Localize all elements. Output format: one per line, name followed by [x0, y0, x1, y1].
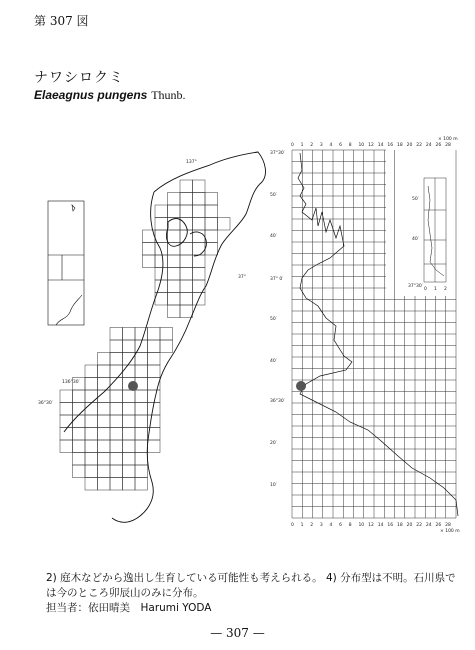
map-quadrat: [168, 193, 181, 206]
map-quadrat: [73, 403, 86, 416]
map-quadrat: [110, 403, 123, 416]
map-quadrat: [205, 218, 218, 231]
map-quadrat: [180, 293, 193, 306]
map-quadrat: [123, 353, 136, 366]
map-quadrat: [123, 390, 136, 403]
map-quadrat: [135, 390, 148, 403]
caption-notes: [46, 571, 466, 616]
map-quadrat: [205, 205, 218, 218]
map-quadrat: [123, 440, 136, 453]
figure-number: 第 307 図: [34, 14, 89, 28]
profile-top-tick: 26: [435, 143, 442, 148]
map-quadrat: [98, 465, 111, 478]
map-quadrat: [135, 415, 148, 428]
map-quadrat: [193, 218, 206, 231]
profile-bottom-tick: 4: [329, 523, 333, 528]
map-quadrat: [73, 465, 86, 478]
profile-left-tick: 50′: [270, 193, 277, 198]
profile-top-tick: 16: [387, 143, 394, 148]
map-quadrat: [193, 205, 206, 218]
map-quadrat: [135, 453, 148, 466]
map-quadrat: [148, 353, 161, 366]
profile-top-tick: 3: [319, 143, 323, 148]
profile-grid: [292, 150, 456, 518]
map-quadrat: [85, 390, 98, 403]
profile-bottom-tick: 1: [300, 523, 304, 528]
map-quadrat: [148, 415, 161, 428]
map-quadrat: [110, 465, 123, 478]
map-quadrat: [110, 328, 123, 341]
map-quadrat: [110, 415, 123, 428]
map-quadrat: [85, 465, 98, 478]
map-quadrat: [193, 243, 206, 256]
map-quadrat: [168, 205, 181, 218]
map-quadrat: [60, 415, 73, 428]
map-quadrat: [160, 340, 173, 353]
map-quadrat: [180, 193, 193, 206]
species-author: Thunb.: [151, 88, 186, 102]
map-quadrat: [85, 415, 98, 428]
profile-left-tick: 40′: [270, 234, 277, 239]
map-quadrat: [98, 415, 111, 428]
map-quadrat: [85, 378, 98, 391]
map-quadrat: [155, 280, 168, 293]
inset-profile: [424, 178, 446, 282]
map-quadrat: [143, 243, 156, 256]
map-quadrat: [85, 478, 98, 491]
map-quadrat: [148, 440, 161, 453]
profile-top-tick: 6: [339, 143, 343, 148]
map-quadrat: [60, 403, 73, 416]
map-quadrat: [73, 440, 86, 453]
map-label-lon-c: 36°30′: [38, 401, 53, 406]
map-quadrat: [123, 403, 136, 416]
map-quadrat: [123, 340, 136, 353]
inset-map-small: [48, 201, 84, 325]
map-quadrat: [98, 478, 111, 491]
profile-left-tick: 20′: [270, 441, 277, 446]
map-quadrat: [60, 390, 73, 403]
map-quadrat: [180, 255, 193, 268]
map-quadrat: [155, 255, 168, 268]
coastline: [64, 152, 265, 522]
map-quadrat: [135, 440, 148, 453]
map-quadrat: [135, 465, 148, 478]
map-quadrat: [155, 205, 168, 218]
map-quadrat: [148, 365, 161, 378]
map-quadrat: [135, 478, 148, 491]
profile-bottom-tick: 0: [291, 523, 294, 528]
profile-bottom-tick: 14: [377, 523, 384, 528]
occurrence-dot-profile: [296, 381, 306, 391]
inset-tick: 40′: [412, 237, 419, 242]
map-label-lon-b: 136°30′: [62, 380, 80, 385]
profile-bottom-tick: 28: [445, 523, 451, 528]
map-quadrat: [123, 453, 136, 466]
profile-left-tick: 37° 0′: [270, 277, 284, 282]
map-quadrat: [180, 280, 193, 293]
japanese-species-name: ナワシロクミ: [34, 70, 124, 86]
map-quadrat: [85, 403, 98, 416]
map-quadrat: [110, 340, 123, 353]
map-quadrat: [205, 243, 218, 256]
inset-tick: 37°30′: [408, 284, 423, 289]
map-quadrat: [193, 180, 206, 193]
profile-bottom-unit: × 100 m: [440, 529, 460, 534]
caption-line-1: 2) 庭木などから逸出し生育している可能性も考えられる。 4) 分布型は不明。石川県で: [46, 572, 456, 584]
map-quadrat: [180, 180, 193, 193]
profile-left-tick: 37°30′: [270, 151, 285, 156]
map-quadrat: [135, 365, 148, 378]
profile-top-tick: 8: [348, 143, 352, 148]
profile-top-tick: 24: [425, 143, 432, 148]
profile-left-tick: 36°30′: [270, 399, 285, 404]
profile-bottom-tick: 3: [319, 523, 323, 528]
profile-top-unit: × 100 m: [438, 137, 458, 142]
map-quadrat: [180, 218, 193, 231]
map-quadrat: [168, 280, 181, 293]
map-quadrat: [123, 465, 136, 478]
profile-bottom-tick: 16: [387, 523, 394, 528]
map-quadrat: [135, 353, 148, 366]
map-quadrat: [180, 243, 193, 256]
scientific-genus: Elaeagnus pungens: [34, 88, 148, 102]
inset-tick: 1: [434, 287, 437, 292]
inset-tick: 50′: [412, 197, 419, 202]
profile-top-tick: 0: [291, 143, 294, 148]
map-quadrat: [98, 453, 111, 466]
map-quadrat: [193, 268, 206, 281]
occurrence-dot-map: [128, 381, 138, 391]
map-quadrat: [193, 255, 206, 268]
map-grid: [60, 180, 230, 490]
map-quadrat: [98, 440, 111, 453]
map-quadrat: [155, 243, 168, 256]
inset-tick: 0: [424, 287, 427, 292]
map-quadrat: [193, 193, 206, 206]
profile-top-tick: 20: [406, 143, 413, 148]
map-quadrat: [143, 255, 156, 268]
map-quadrat: [98, 353, 111, 366]
map-quadrat: [73, 428, 86, 441]
map-quadrat: [98, 428, 111, 441]
map-quadrat: [160, 328, 173, 341]
map-quadrat: [155, 230, 168, 243]
map-quadrat: [168, 218, 181, 231]
map-quadrat: [168, 255, 181, 268]
profile-bottom-tick: 18: [396, 523, 403, 528]
map-quadrat: [135, 403, 148, 416]
map-quadrat: [180, 268, 193, 281]
map-quadrat: [180, 205, 193, 218]
map-quadrat: [180, 305, 193, 318]
profile-bottom-tick: 8: [348, 523, 352, 528]
map-quadrat: [123, 365, 136, 378]
map-quadrat: [123, 428, 136, 441]
map-quadrat: [205, 193, 218, 206]
map-quadrat: [148, 328, 161, 341]
map-quadrat: [148, 340, 161, 353]
map-quadrat: [110, 365, 123, 378]
map-quadrat: [85, 440, 98, 453]
map-quadrat: [110, 428, 123, 441]
profile-bottom-tick: 2: [310, 523, 314, 528]
profile-bottom-tick: 10: [358, 523, 365, 528]
map-quadrat: [98, 403, 111, 416]
profile-top-tick: 14: [377, 143, 384, 148]
caption-line-2: は今のところ卯辰山のみに分布。: [46, 587, 204, 599]
map-label-lon-a: 137°: [186, 160, 197, 165]
map-quadrat: [73, 453, 86, 466]
profile-top-tick: 10: [358, 143, 365, 148]
profile-bottom-tick: 22: [416, 523, 422, 528]
profile-bottom-tick: 20: [406, 523, 413, 528]
map-label-lat: 37°: [238, 275, 246, 280]
profile-left-tick: 10′: [270, 483, 277, 488]
map-quadrat: [168, 305, 181, 318]
page-number: — 307 —: [210, 626, 265, 640]
map-quadrat: [123, 328, 136, 341]
map-quadrat: [85, 428, 98, 441]
profile-top-tick: 18: [396, 143, 403, 148]
profile-bottom-tick: 24: [425, 523, 432, 528]
profile-top-tick: 22: [416, 143, 422, 148]
map-quadrat: [123, 415, 136, 428]
profile-bottom-tick: 26: [435, 523, 442, 528]
profile-left-tick: 40′: [270, 359, 277, 364]
map-quadrat: [110, 390, 123, 403]
map-quadrat: [155, 218, 168, 231]
map-quadrat: [168, 293, 181, 306]
profile-labels: [270, 136, 460, 534]
map-quadrat: [110, 440, 123, 453]
map-quadrat: [148, 390, 161, 403]
map-quadrat: [85, 365, 98, 378]
map-quadrat: [168, 268, 181, 281]
map-quadrat: [218, 218, 231, 231]
profile-top-tick: 28: [445, 143, 451, 148]
map-quadrat: [73, 390, 86, 403]
profile-top-tick: 2: [310, 143, 314, 148]
map-quadrat: [135, 428, 148, 441]
map-quadrat: [205, 230, 218, 243]
inset-tick: 2: [444, 287, 447, 292]
profile-bottom-tick: 6: [339, 523, 343, 528]
map-quadrat: [110, 353, 123, 366]
profile-top-tick: 1: [300, 143, 304, 148]
map-quadrat: [60, 440, 73, 453]
map-quadrat: [110, 478, 123, 491]
profile-top-tick: 12: [368, 143, 374, 148]
profile-bottom-tick: 12: [368, 523, 374, 528]
map-quadrat: [85, 453, 98, 466]
map-quadrat: [98, 365, 111, 378]
map-quadrat: [73, 415, 86, 428]
map-quadrat: [110, 453, 123, 466]
map-quadrat: [123, 478, 136, 491]
caption-line-3: 担当者：依田晴美 Harumi YODA: [46, 602, 212, 614]
map-quadrat: [168, 230, 181, 243]
profile-top-tick: 4: [329, 143, 333, 148]
profile-left-tick: 50′: [270, 317, 277, 322]
